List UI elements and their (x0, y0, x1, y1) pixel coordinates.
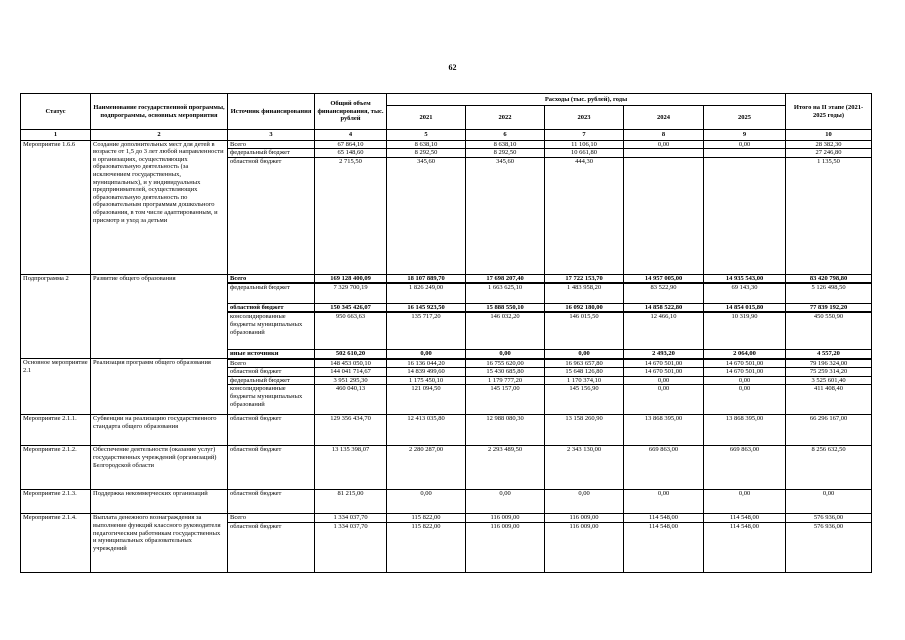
amount-cell: 14 854 015,80 (704, 303, 786, 312)
amount-cell: 17 722 153,70 (545, 274, 624, 283)
amount-cell: 2 293 489,50 (466, 446, 545, 490)
amount-cell: 7 329 700,19 (315, 283, 387, 303)
amount-cell: 1 663 625,10 (466, 283, 545, 303)
table-row (21, 446, 872, 490)
amount-cell: 345,60 (466, 157, 545, 274)
amount-cell: 13 135 398,07 (315, 446, 387, 490)
amount-cell: 1 334 037,70 (315, 514, 387, 523)
amount-cell: 1 179 777,20 (466, 376, 545, 385)
header-year-2024: 2024 (624, 106, 704, 130)
amount-cell: 114 548,00 (704, 522, 786, 572)
amount-cell: 1 170 374,10 (545, 376, 624, 385)
funding-source-cell: иные источники (228, 349, 315, 358)
amount-cell: 114 548,00 (624, 522, 704, 572)
amount-cell: 15 648 126,80 (545, 368, 624, 377)
status-cell: Основное мероприятие 2.1 (21, 359, 91, 415)
amount-cell: 3 951 295,30 (315, 376, 387, 385)
header-year-2025: 2025 (704, 106, 786, 130)
amount-cell: 116 009,00 (466, 522, 545, 572)
status-cell: Мероприятие 2.1.3. (21, 490, 91, 514)
amount-cell: 16 963 657,80 (545, 359, 624, 368)
amount-cell: 14 839 499,60 (387, 368, 466, 377)
col-number: 9 (704, 130, 786, 141)
funding-source-cell: федеральный бюджет (228, 149, 315, 158)
header-year-2021: 2021 (387, 106, 466, 130)
amount-cell: 2 343 130,00 (545, 446, 624, 490)
header-expenses: Расходы (тыс. рублей), годы (387, 94, 786, 106)
amount-cell: 16 092 180,00 (545, 303, 624, 312)
amount-cell: 0,00 (786, 490, 872, 514)
program-name-cell: Обеспечение деятельности (оказание услуг) государственных учреждений (организаций) Белгородской области (91, 446, 228, 490)
funding-source-cell: федеральный бюджет (228, 283, 315, 303)
amount-cell: 460 040,13 (315, 385, 387, 415)
amount-cell: 14 670 501,00 (624, 359, 704, 368)
amount-cell: 8 638,10 (387, 140, 466, 149)
amount-cell: 75 259 314,20 (786, 368, 872, 377)
amount-cell: 14 858 522,80 (624, 303, 704, 312)
amount-cell: 0,00 (545, 490, 624, 514)
amount-cell: 15 888 550,10 (466, 303, 545, 312)
amount-cell: 0,00 (704, 385, 786, 415)
amount-cell: 11 106,10 (545, 140, 624, 149)
budget-table (20, 93, 872, 573)
program-name-cell: Создание дополнительных мест для детей в возрасте от 1,5 до 3 лет любой направленности в организациях, осуществляющих образовательную деятельность (за исключением государственных, муниципальных), и у индивидуальных предпринимателей, осуществляющих образовательную деятельность по образовательным программам дошкольного образования, в том числе адаптированным, и присмотр и уход за детьми (91, 140, 228, 274)
amount-cell: 14 957 005,00 (624, 274, 704, 283)
funding-source-cell: консолидированные бюджеты муниципальных образований (228, 312, 315, 349)
amount-cell: 576 936,00 (786, 514, 872, 523)
amount-cell: 66 296 167,00 (786, 415, 872, 446)
amount-cell: 0,00 (387, 490, 466, 514)
amount-cell: 16 755 620,00 (466, 359, 545, 368)
amount-cell: 0,00 (466, 490, 545, 514)
col-number: 1 (21, 130, 91, 141)
amount-cell: 1 135,50 (786, 157, 872, 274)
col-number: 6 (466, 130, 545, 141)
column-number-row (21, 130, 872, 141)
amount-cell: 16 145 923,50 (387, 303, 466, 312)
amount-cell: 8 638,10 (466, 140, 545, 149)
amount-cell: 77 839 192,20 (786, 303, 872, 312)
amount-cell: 69 143,30 (704, 283, 786, 303)
amount-cell: 116 009,00 (545, 522, 624, 572)
table-body (21, 140, 872, 572)
page-number: 62 (448, 63, 457, 72)
amount-cell: 13 158 260,90 (545, 415, 624, 446)
amount-cell: 10 661,80 (545, 149, 624, 158)
col-number: 4 (315, 130, 387, 141)
amount-cell: 146 015,50 (545, 312, 624, 349)
program-name-cell: Поддержка некоммерческих организаций (91, 490, 228, 514)
header-source: Источник финансирования (228, 94, 315, 130)
col-number: 7 (545, 130, 624, 141)
funding-source-cell: областной бюджет (228, 303, 315, 312)
amount-cell: 1 826 249,00 (387, 283, 466, 303)
amount-cell: 27 246,80 (786, 149, 872, 158)
amount-cell: 14 935 543,00 (704, 274, 786, 283)
status-cell: Мероприятие 2.1.1. (21, 415, 91, 446)
amount-cell: 115 822,00 (387, 522, 466, 572)
table-row (21, 514, 872, 523)
status-cell: Мероприятие 2.1.4. (21, 514, 91, 573)
header-year-2023: 2023 (545, 106, 624, 130)
table-row (21, 359, 872, 368)
col-number: 5 (387, 130, 466, 141)
amount-cell: 81 215,00 (315, 490, 387, 514)
amount-cell: 12 988 080,30 (466, 415, 545, 446)
header-name: Наименование государственной программы, подпрограммы, основных мероприятия (91, 94, 228, 130)
amount-cell: 79 196 324,00 (786, 359, 872, 368)
amount-cell: 2 064,00 (704, 349, 786, 358)
funding-source-cell: Всего (228, 140, 315, 149)
amount-cell: 12 413 035,80 (387, 415, 466, 446)
amount-cell: 135 717,20 (387, 312, 466, 349)
amount-cell: 502 610,20 (315, 349, 387, 358)
funding-source-cell: консолидированные бюджеты муниципальных образований (228, 385, 315, 415)
funding-source-cell: Всего (228, 514, 315, 523)
amount-cell: 13 868 395,00 (704, 415, 786, 446)
amount-cell: 116 009,00 (545, 514, 624, 523)
status-cell: Мероприятие 2.1.2. (21, 446, 91, 490)
program-name-cell: Субвенции на реализацию государственного стандарта общего образования (91, 415, 228, 446)
amount-cell: 18 107 889,70 (387, 274, 466, 283)
funding-source-cell: Всего (228, 274, 315, 283)
header-status: Статус (21, 94, 91, 130)
amount-cell: 3 525 601,40 (786, 376, 872, 385)
amount-cell: 0,00 (624, 140, 704, 149)
amount-cell (624, 149, 704, 158)
program-name-cell: Реализация программ общего образования (91, 359, 228, 415)
amount-cell: 1 175 450,10 (387, 376, 466, 385)
amount-cell: 145 157,00 (466, 385, 545, 415)
amount-cell: 8 292,50 (387, 149, 466, 158)
amount-cell: 83 522,90 (624, 283, 704, 303)
amount-cell: 150 345 426,07 (315, 303, 387, 312)
amount-cell: 146 032,20 (466, 312, 545, 349)
col-number: 8 (624, 130, 704, 141)
header-stage-total: Итого на II этапе (2021-2025 годы) (786, 94, 872, 130)
amount-cell: 1 334 037,70 (315, 522, 387, 572)
amount-cell: 576 936,00 (786, 522, 872, 572)
amount-cell: 669 863,00 (704, 446, 786, 490)
amount-cell: 28 382,30 (786, 140, 872, 149)
amount-cell: 116 009,00 (466, 514, 545, 523)
amount-cell: 148 453 050,10 (315, 359, 387, 368)
amount-cell: 169 128 400,09 (315, 274, 387, 283)
status-cell: Мероприятие 1.6.6 (21, 140, 91, 274)
amount-cell: 4 557,20 (786, 349, 872, 358)
amount-cell: 14 670 501,00 (624, 368, 704, 377)
amount-cell: 2 715,50 (315, 157, 387, 274)
amount-cell: 2 493,20 (624, 349, 704, 358)
amount-cell: 450 550,90 (786, 312, 872, 349)
table-row (21, 140, 872, 149)
funding-source-cell: областной бюджет (228, 415, 315, 446)
amount-cell (704, 149, 786, 158)
status-cell: Подпрограмма 2 (21, 274, 91, 358)
funding-source-cell: областной бюджет (228, 522, 315, 572)
amount-cell: 444,30 (545, 157, 624, 274)
col-number: 10 (786, 130, 872, 141)
amount-cell (704, 157, 786, 274)
header-total: Общий объем финансирования, тыс. рублей (315, 94, 387, 130)
funding-source-cell: федеральный бюджет (228, 376, 315, 385)
funding-source-cell: областной бюджет (228, 446, 315, 490)
amount-cell: 13 868 395,00 (624, 415, 704, 446)
amount-cell: 121 094,50 (387, 385, 466, 415)
amount-cell: 14 670 501,00 (704, 368, 786, 377)
amount-cell: 950 663,63 (315, 312, 387, 349)
table-row (21, 415, 872, 446)
amount-cell: 5 126 498,50 (786, 283, 872, 303)
table-row (21, 490, 872, 514)
funding-source-cell: Всего (228, 359, 315, 368)
amount-cell: 83 420 798,80 (786, 274, 872, 283)
amount-cell: 1 483 958,20 (545, 283, 624, 303)
amount-cell: 0,00 (624, 385, 704, 415)
amount-cell: 0,00 (704, 490, 786, 514)
amount-cell: 115 822,00 (387, 514, 466, 523)
col-number: 3 (228, 130, 315, 141)
amount-cell: 144 041 714,67 (315, 368, 387, 377)
amount-cell: 145 156,90 (545, 385, 624, 415)
table-row (21, 274, 872, 283)
amount-cell: 669 863,00 (624, 446, 704, 490)
header-year-2022: 2022 (466, 106, 545, 130)
amount-cell: 14 670 501,00 (704, 359, 786, 368)
amount-cell: 65 148,60 (315, 149, 387, 158)
amount-cell: 411 408,40 (786, 385, 872, 415)
col-number: 2 (91, 130, 228, 141)
amount-cell: 0,00 (624, 490, 704, 514)
amount-cell: 15 430 685,80 (466, 368, 545, 377)
funding-source-cell: областной бюджет (228, 490, 315, 514)
amount-cell: 345,60 (387, 157, 466, 274)
amount-cell: 8 292,50 (466, 149, 545, 158)
funding-source-cell: областной бюджет (228, 368, 315, 377)
amount-cell: 129 356 434,70 (315, 415, 387, 446)
amount-cell: 67 864,10 (315, 140, 387, 149)
amount-cell: 114 548,00 (624, 514, 704, 523)
amount-cell: 2 280 287,00 (387, 446, 466, 490)
funding-source-cell: областной бюджет (228, 157, 315, 274)
program-name-cell: Развитие общего образования (91, 274, 228, 358)
amount-cell: 0,00 (466, 349, 545, 358)
amount-cell (624, 157, 704, 274)
amount-cell: 0,00 (624, 376, 704, 385)
amount-cell: 16 136 044,20 (387, 359, 466, 368)
amount-cell: 114 548,00 (704, 514, 786, 523)
amount-cell: 10 319,90 (704, 312, 786, 349)
amount-cell: 8 256 632,50 (786, 446, 872, 490)
amount-cell: 0,00 (545, 349, 624, 358)
program-name-cell: Выплата денежного вознаграждения за выполнение функций классного руководителя педагогическим работникам государственных и муниципальных образовательных учреждений (91, 514, 228, 573)
amount-cell: 12 466,10 (624, 312, 704, 349)
amount-cell: 0,00 (704, 140, 786, 149)
amount-cell: 17 698 207,40 (466, 274, 545, 283)
amount-cell: 0,00 (387, 349, 466, 358)
amount-cell: 0,00 (704, 376, 786, 385)
